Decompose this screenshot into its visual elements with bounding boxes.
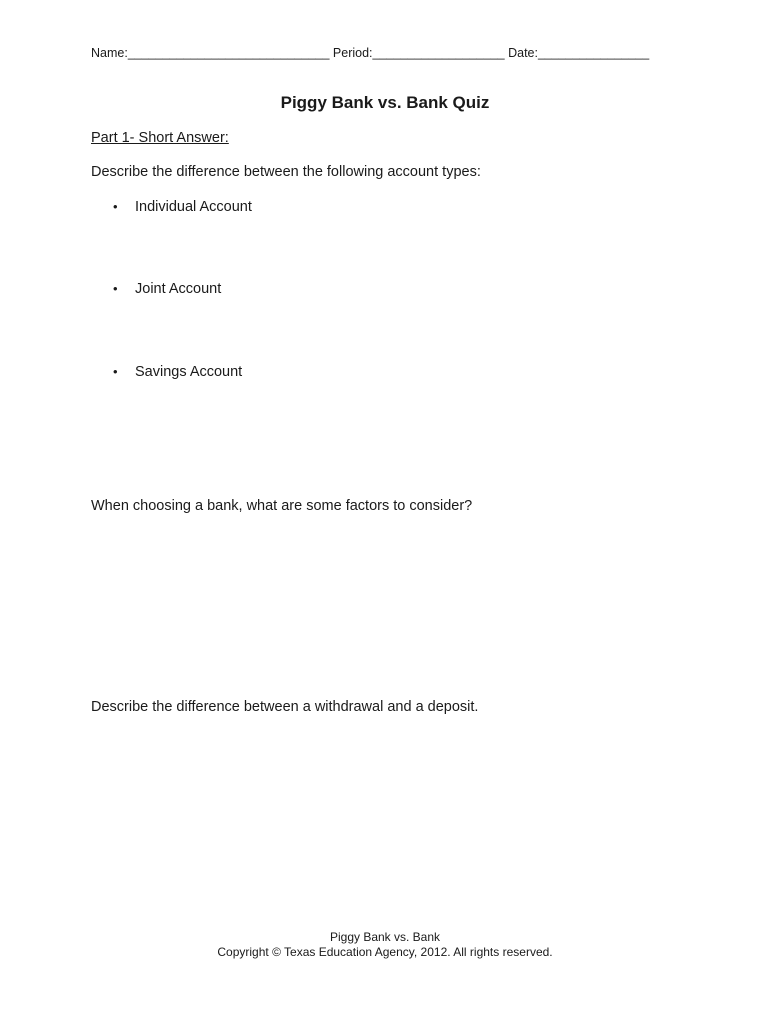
bullet-icon: • bbox=[113, 281, 118, 296]
footer-title: Piggy Bank vs. Bank bbox=[329, 930, 441, 944]
bullet-label: Individual Account bbox=[135, 199, 252, 215]
bullet-icon: • bbox=[113, 364, 118, 379]
bullet-item bbox=[113, 281, 221, 297]
bullet-item bbox=[113, 364, 242, 380]
bullet-label: Joint Account bbox=[135, 281, 222, 297]
student-info-line bbox=[91, 46, 649, 60]
question-withdrawal-deposit: Describe the difference between a withdrawal and a deposit. bbox=[91, 699, 479, 715]
question-bank-factors: When choosing a bank, what are some factors to consider? bbox=[91, 498, 473, 514]
bullet-icon: • bbox=[113, 199, 118, 214]
section-heading: Part 1- Short Answer: bbox=[91, 130, 229, 146]
page-footer bbox=[0, 930, 770, 960]
period-field: Period:___________________ bbox=[332, 46, 505, 60]
date-field: Date:________________ bbox=[508, 46, 650, 60]
bullet-item bbox=[113, 199, 252, 215]
quiz-title: Piggy Bank vs. Bank Quiz bbox=[280, 93, 490, 112]
footer-copyright: Copyright © Texas Education Agency, 2012. All rights reserved. bbox=[217, 945, 553, 959]
bullet-label: Savings Account bbox=[135, 364, 243, 380]
name-field: Name:_____________________________ bbox=[91, 46, 330, 60]
question-account-types: Describe the difference between the following account types: bbox=[91, 164, 481, 180]
